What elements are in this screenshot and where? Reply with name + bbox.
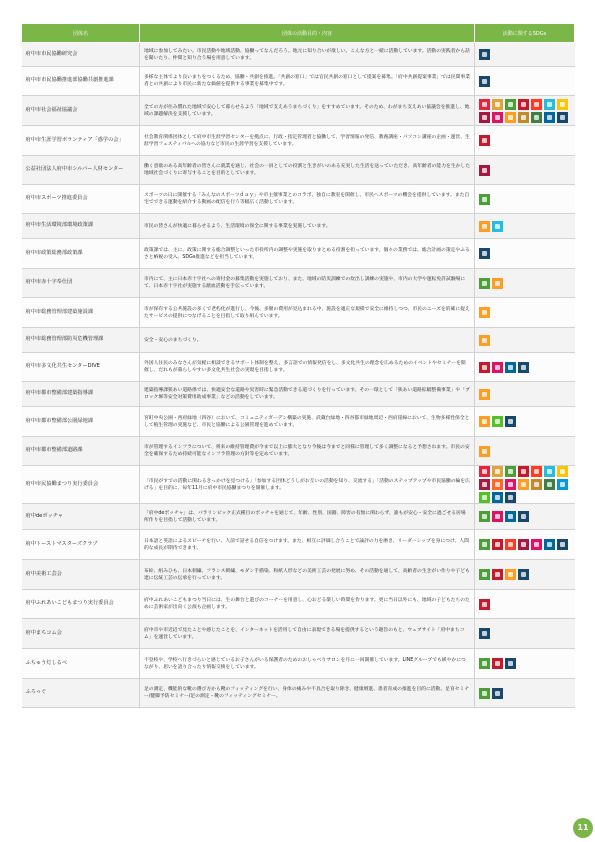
sdg-goal-4-icon — [479, 599, 490, 610]
sdg-goal-3-icon — [479, 658, 490, 669]
sdg-icon-list — [479, 49, 571, 60]
sdg-goal-3-icon — [479, 688, 490, 699]
org-description: 働く意欲のある高年齢者の皆さんに就業を通じ、社会の一員としての役割と生きがいのある充実した生活を送っていただき、高年齢者の能力を生かした地域社会づくりに寄与することを目的としています。 — [140, 156, 475, 185]
sdg-goal-17-icon — [518, 511, 529, 522]
sdg-goal-1-icon — [479, 99, 490, 110]
header-org-name: 団体名 — [22, 24, 140, 43]
sdg-icons-cell — [475, 67, 575, 96]
sdg-goal-11-icon — [505, 112, 516, 123]
org-description: 府中市や市近辺で見たことや感じたことを、インターネットを活用して自由に表現できる場を提供するという趣旨のもと、ウェブサイト「府中まちコム」を運営しています。 — [140, 619, 475, 649]
sdg-icon-list — [479, 165, 571, 176]
sdg-icons-cell — [475, 504, 575, 530]
org-description: 全ての方が住み慣れた地域で安心して暮らせるよう「地域で支えあうまちづくり」をすすめています。そのため、わがまち支えあい協議会を推進し、地域の課題解決を支援しています。 — [140, 96, 475, 126]
org-name: 府中市赤十字奉仕団 — [22, 269, 140, 298]
sdg-goal-3-icon — [479, 539, 490, 550]
sdg-goal-5-icon — [505, 539, 516, 550]
sdg-icon-list — [479, 221, 571, 232]
sdg-icons-cell — [475, 590, 575, 619]
org-name: 府中deボッチャ — [22, 504, 140, 530]
sdg-icons-cell — [475, 407, 575, 437]
org-name: 府中美術工芸会 — [22, 560, 140, 590]
table-row — [22, 298, 575, 328]
table-row — [22, 96, 575, 126]
table-row — [22, 437, 575, 466]
org-name: 府中市民協働まつり実行委員会 — [22, 466, 140, 504]
table-body — [22, 43, 575, 708]
org-description: 府中ふれあいこどもまつり当日には、生の舞台と遊びのコーナーを用意し、心おどる楽しい時間を作ります。更に当日以外にも、地域の子どもたちのために芸術家が出向く公演も企画します。 — [140, 590, 475, 619]
sdg-goal-6-icon — [544, 466, 555, 477]
sdg-icons-cell — [475, 43, 575, 67]
table-row — [22, 353, 575, 382]
sdg-icon-list — [479, 307, 571, 318]
sdg-goal-17-icon — [557, 112, 568, 123]
sdg-goal-14-icon — [557, 479, 568, 490]
table-row — [22, 560, 575, 590]
table-row — [22, 679, 575, 708]
org-name: 府中市都市整備部公園緑地課 — [22, 407, 140, 437]
sdg-goal-10-icon — [492, 362, 503, 373]
sdg-goal-10-icon — [492, 112, 503, 123]
sdg-icon-list — [479, 599, 571, 610]
sdg-icon-list — [479, 511, 571, 522]
sdg-icons-cell — [475, 239, 575, 269]
sdg-goal-6-icon — [544, 99, 555, 110]
sdg-icons-cell — [475, 382, 575, 407]
sdg-goal-16-icon — [544, 539, 555, 550]
sdg-icons-cell — [475, 185, 575, 214]
sdg-icons-cell — [475, 353, 575, 382]
table-row — [22, 530, 575, 560]
header-sdgs: 活動に関するSDGs — [475, 24, 575, 43]
table-row — [22, 67, 575, 96]
sdg-goal-5-icon — [531, 466, 542, 477]
sdg-icon-list — [479, 688, 571, 699]
org-description: 安全・安心のまちづくり。 — [140, 328, 475, 353]
sdg-goal-8-icon — [479, 165, 490, 176]
sdg-goal-11-icon — [479, 446, 490, 457]
table-row — [22, 43, 575, 67]
organization-table — [21, 23, 575, 708]
sdg-icon-list — [479, 278, 571, 289]
sdg-goal-13-icon — [544, 479, 555, 490]
org-name: 府中市市民協働研究会 — [22, 43, 140, 67]
org-name: 府中トーストマスターズクラブ — [22, 530, 140, 560]
org-description: 不登校や、学校へ行きづらいと感じているお子さんがいる保護者のためのおしゃべりサロンを月に一回開催しています。LINEグループでも緩やかにつながり、思いを語り合ったり情報交換をしています。 — [140, 649, 475, 679]
table-row — [22, 214, 575, 239]
sdg-goal-3-icon — [505, 99, 516, 110]
sdg-goal-8-icon — [479, 479, 490, 490]
sdg-goal-4-icon — [492, 569, 503, 580]
sdg-icons-cell — [475, 214, 575, 239]
sdg-goal-4-icon — [479, 135, 490, 146]
sdg-icons-cell — [475, 530, 575, 560]
org-name: 府中市多文化共生センターDIVE — [22, 353, 140, 382]
sdg-goal-11-icon — [479, 335, 490, 346]
sdg-icon-list — [479, 446, 571, 457]
sdg-goal-17-icon — [492, 688, 503, 699]
sdg-goal-11-icon — [505, 569, 516, 580]
table-row — [22, 239, 575, 269]
sdg-goal-11-icon — [479, 221, 490, 232]
org-description: スポーツの日に開催する「みんなのスポーツｄａｙ」や市主催事業とのコラボ、独自に教室を開催し、市民へスポーツの機会を提供しています。また自宅でできる運動を紹介する動画の配信を行う等幅広く活動しています。 — [140, 185, 475, 214]
sdg-goal-10-icon — [492, 511, 503, 522]
org-name: ふちゅう灯しるべ — [22, 649, 140, 679]
sdg-goal-4-icon — [492, 539, 503, 550]
header-activity: 団体の活動目的・内容 — [140, 24, 475, 43]
sdg-goal-17-icon — [479, 628, 490, 639]
org-description: 市が保有する公共施設の多くで老朽化が進行し、今後、多額の費用が見込まれる中、施設を適正な規模で安全に維持しつつ、市民のニーズを的確に捉えたサービスの提供につなげることを目指して取り組んでいます。 — [140, 298, 475, 328]
sdg-goal-17-icon — [479, 248, 490, 259]
sdg-icon-list — [479, 99, 571, 123]
sdg-goal-3-icon — [479, 511, 490, 522]
sdg-goal-15-icon — [492, 416, 503, 427]
org-name: 府中ふれあいこどもまつり実行委員会 — [22, 590, 140, 619]
sdg-goal-17-icon — [518, 569, 529, 580]
sdg-icon-list — [479, 135, 571, 146]
table-header-row — [22, 24, 575, 43]
sdg-icons-cell — [475, 437, 575, 466]
sdg-icon-list — [479, 569, 571, 580]
sdg-goal-7-icon — [557, 466, 568, 477]
org-name: 府中市都市整備部道路課 — [22, 437, 140, 466]
sdg-goal-9-icon — [492, 479, 503, 490]
sdg-goal-17-icon — [518, 362, 529, 373]
sdg-goal-5-icon — [531, 99, 542, 110]
org-name: 府中市社会福祉協議会 — [22, 96, 140, 126]
sdg-goal-11-icon — [479, 307, 490, 318]
sdg-goal-16-icon — [544, 112, 555, 123]
sdg-goal-11-icon — [479, 389, 490, 400]
table-row — [22, 328, 575, 353]
table-row — [22, 269, 575, 298]
sdg-goal-13-icon — [531, 112, 542, 123]
org-name: 府中市市民協働推進部協働共創推進課 — [22, 67, 140, 96]
sdg-goal-11-icon — [518, 479, 529, 490]
sdg-goal-2-icon — [492, 99, 503, 110]
sdg-icons-cell — [475, 298, 575, 328]
org-description: 足の測定、機能的な靴の選び方から靴のフィッティングを行い、身体の痛みや不具合を取り除き、健康増進、患者育成の推進を目的に活動。足育セミナー/健脚予防セミナー/足の測定・靴のフィッティングセミナー。 — [140, 679, 475, 708]
sdg-goal-4-icon — [518, 466, 529, 477]
sdg-goal-4-icon — [479, 362, 490, 373]
org-description: 市民の皆さんが快適に暮らせるよう、生活環境の保全に関する事業を実施しています。 — [140, 214, 475, 239]
table-row — [22, 619, 575, 649]
org-name: 府中市総務管理部建築施設課 — [22, 298, 140, 328]
sdg-icons-cell — [475, 126, 575, 156]
sdg-icons-cell — [475, 156, 575, 185]
table-row — [22, 185, 575, 214]
sdg-icon-list — [479, 76, 571, 87]
sdg-goal-2-icon — [492, 466, 503, 477]
sdg-goal-12-icon — [531, 479, 542, 490]
sdg-goal-7-icon — [557, 99, 568, 110]
sdg-icon-list — [479, 416, 571, 427]
sdg-goal-3-icon — [479, 278, 490, 289]
org-name: 府中市生涯学習ボランティア「惑学の会」 — [22, 126, 140, 156]
org-name: 公益社団法人府中市シルバー人材センター — [22, 156, 140, 185]
sdg-goal-17-icon — [505, 416, 516, 427]
sdg-icons-cell — [475, 560, 575, 590]
sdg-goal-3-icon — [505, 466, 516, 477]
sdg-icon-list — [479, 362, 571, 373]
sdg-goal-10-icon — [531, 539, 542, 550]
table-row — [22, 504, 575, 530]
sdg-goal-17-icon — [505, 658, 516, 669]
org-description: 多様な主体でより良いまちをつくるため、協働・共創を推進。「共創の窓口」では官民共創の窓口として提案を募集。「府中共創提案事業」では民間事業者との共創により市民に新たな価値を提供する事業を募集中です。 — [140, 67, 475, 96]
sdg-icon-list — [479, 248, 571, 259]
table-row — [22, 156, 575, 185]
sdg-icons-cell — [475, 269, 575, 298]
sdg-goal-17-icon — [557, 539, 568, 550]
page-number: 11 — [573, 818, 593, 838]
sdg-goal-16-icon — [505, 362, 516, 373]
sdg-goal-15-icon — [479, 492, 490, 503]
sdg-goal-17-icon — [505, 492, 516, 503]
org-description: 外国人住民のみなさんが気軽に相談できるサポート体制を整え、多言語での情報発信をし、多文化共生の理念を広めるためのイベントやセミナーを開催し、だれもが暮らしやすい多文化共生社会の実現を目指します。 — [140, 353, 475, 382]
table-row — [22, 590, 575, 619]
sdg-goal-17-icon — [479, 49, 490, 60]
org-name: 府中市生活環境部環境政策課 — [22, 214, 140, 239]
table-row — [22, 407, 575, 437]
table-row — [22, 382, 575, 407]
sdg-goal-16-icon — [505, 511, 516, 522]
org-description: 「市民がすでの活動に関わるきっかけを見つける」「参加する団体どうしがお互いの活動を知り、交流する」「活動のステップアップや市民協働の輪を広げる」を目的に、毎年11月に府中市民協働まつりを開催します。 — [140, 466, 475, 504]
org-description: 市内にて、主に日本赤十字社への寄付金の募集活動を実施しており、また、地域の防災訓練での炊出し訓練の実施や、市内の大学や運転免許試験場にて、日本赤十字社が実施する献血活動を手伝っています。 — [140, 269, 475, 298]
sdg-goal-11-icon — [479, 416, 490, 427]
org-description: 地域に参加してみたい。市民活動や地域活動、協働ってなんだろう。地元に知り合いが欲しい。こんな方と一緒に活動しています。活動の実践者から話を聞いたり、仲間と知り合う場を用意しています。 — [140, 43, 475, 67]
org-description: 市が管理するインフラについて、将来の維持管理費が今まで以上に膨大となり今後は今までと同様に管理して多く調整になると予想されます。市民の安全を確保するため持続可能なインフラ管理の方針等を定めています。 — [140, 437, 475, 466]
sdg-icons-cell — [475, 649, 575, 679]
sdg-icon-list — [479, 539, 571, 550]
sdg-icons-cell — [475, 466, 575, 504]
sdg-icon-list — [479, 194, 571, 205]
sdg-goal-4-icon — [518, 99, 529, 110]
sdg-goal-4-icon — [492, 658, 503, 669]
org-description: 日本語と英語によるスピーチを行い、人前で話せる自信をつけます。また、相互に評価し合うことで論評の力を磨き、リーダーシップを身につけ、人間的な成長が期待できます。 — [140, 530, 475, 560]
sdg-goal-16-icon — [492, 492, 503, 503]
org-name: 府中市総務管理部防災危機管理課 — [22, 328, 140, 353]
sdg-goal-1-icon — [479, 466, 490, 477]
org-description: 宮町中央公園・西府緑地（四谷）において、コミュニティガーデン構築の実施、武蔵台緑地・四谷都市緑地周辺・西府崖線において、生物多様性保全として植生管理の実施など、市民と協働による公園管理を進めています。 — [140, 407, 475, 437]
table-row — [22, 466, 575, 504]
org-name: 府中市都市整備部建築指導課 — [22, 382, 140, 407]
sdg-goal-8-icon — [479, 112, 490, 123]
sdg-icons-cell — [475, 619, 575, 649]
org-description: 政策課では、主に、政策に関する総合調整といった市役所内の調整や実施を取りまとめる役割を担っています。個々の業務では、総合計画の策定やふるさと納税の受入、SDGs推進などを担当しています。 — [140, 239, 475, 269]
sdg-icon-list — [479, 389, 571, 400]
org-name: 府中市スポーツ推進委員会 — [22, 185, 140, 214]
table-row — [22, 126, 575, 156]
org-description: 「府中deボッチャ」は、パラリンピック正式種目のボッチャを通じて、年齢、性別、国籍、障害の有無に関わらず、誰もが安心・安全に過ごせる居場所作りを目指して活動しています。 — [140, 504, 475, 530]
org-name: 府中まちコム会 — [22, 619, 140, 649]
sdg-icon-list — [479, 466, 571, 503]
org-description: 建築指導課狭あい道路係では、快適安全な道路や災害時に緊急活動できる道づくりを行っています。その一環として「狭あい道路拡幅整備事業」や「ブロック塀等安全対策費用助成事業」などの活動をしています。 — [140, 382, 475, 407]
sdg-goal-8-icon — [518, 539, 529, 550]
sdg-icons-cell — [475, 679, 575, 708]
sdg-goal-12-icon — [518, 112, 529, 123]
sdg-icon-list — [479, 335, 571, 346]
sdg-icons-cell — [475, 328, 575, 353]
sdg-goal-11-icon — [492, 278, 503, 289]
sdg-icon-list — [479, 658, 571, 669]
table-row — [22, 649, 575, 679]
org-description: 布絵、組みひも、日本刺繍、フランス刺繍、モダン手描染、和紙人形などの美術工芸の発展に努め、その活動を通して、高齢者の生きがい作りや子ども達に伝統工芸の伝承を行っています。 — [140, 560, 475, 590]
sdg-goal-3-icon — [479, 194, 490, 205]
sdg-goal-6-icon — [492, 221, 503, 232]
org-name: ふろっぐ — [22, 679, 140, 708]
org-description: 社会教育関係団体として府中市生涯学習センターを拠点に、行政・指定管理者と協働して、学習情報の発信、教養講座・パソコン講座の企画・運営、生涯学習フェスティバルへの協力など市民の生涯学習を支援しています。 — [140, 126, 475, 156]
sdg-icons-cell — [475, 96, 575, 126]
sdg-goal-10-icon — [505, 479, 516, 490]
sdg-goal-17-icon — [479, 76, 490, 87]
org-name: 府中市政策総務部政策課 — [22, 239, 140, 269]
sdg-icon-list — [479, 628, 571, 639]
sdg-goal-3-icon — [479, 569, 490, 580]
